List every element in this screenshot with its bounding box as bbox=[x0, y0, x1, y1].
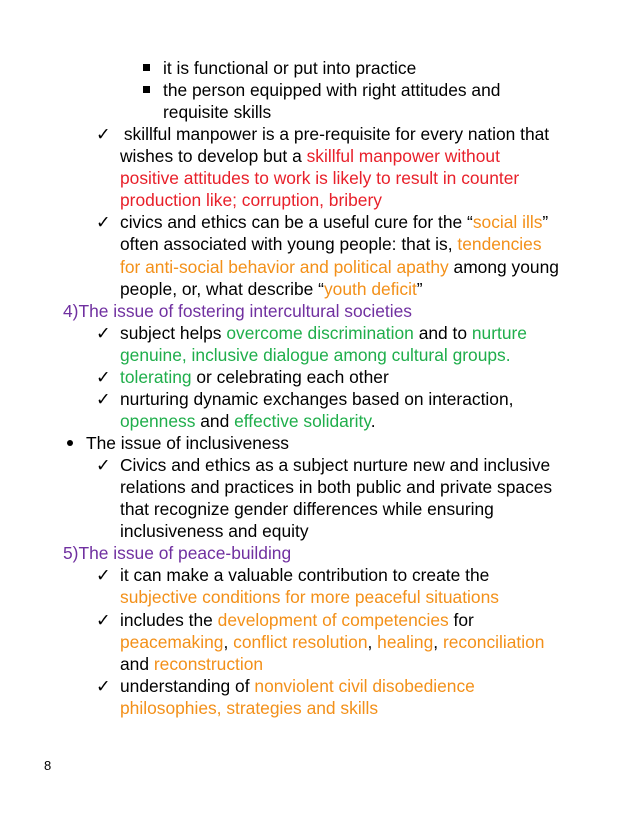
line-text bbox=[163, 101, 271, 123]
text-segment: civics and ethics can be a useful cure for the “ bbox=[120, 212, 473, 232]
text-segment: understanding of bbox=[120, 676, 255, 696]
text-segment: positive attitudes to work is likely to result in counter bbox=[120, 168, 520, 188]
checkmark-icon: ✓ bbox=[96, 124, 111, 144]
checkmark-icon: ✓ bbox=[96, 212, 111, 232]
text-segment: , bbox=[367, 632, 378, 652]
line-text bbox=[120, 167, 519, 189]
text-segment: youth deficit bbox=[323, 279, 417, 299]
text-segment: subjective conditions for more peaceful situations bbox=[120, 587, 499, 607]
line-text bbox=[63, 542, 291, 564]
line-text bbox=[120, 697, 378, 719]
text-segment: production like; corruption, bribery bbox=[120, 190, 382, 210]
line-text bbox=[120, 609, 474, 631]
line-text bbox=[120, 410, 376, 432]
text-segment: inclusiveness and equity bbox=[120, 521, 309, 541]
text-segment: philosophies, strategies and skills bbox=[120, 698, 379, 718]
text-segment: and bbox=[120, 654, 154, 674]
line-text bbox=[120, 631, 544, 653]
line-text bbox=[120, 145, 500, 167]
text-segment: genuine, inclusive dialogue among cultural groups. bbox=[120, 345, 511, 365]
checkmark-icon: ✓ bbox=[96, 367, 111, 387]
text-segment: nurturing dynamic exchanges based on interaction, bbox=[120, 389, 514, 409]
text-segment: reconciliation bbox=[442, 632, 545, 652]
text-segment: skillful manpower without bbox=[306, 146, 500, 166]
text-segment: , bbox=[223, 632, 234, 652]
line-text bbox=[120, 520, 309, 542]
line-text bbox=[120, 233, 542, 255]
text-segment: that recognize gender differences while ensuring bbox=[120, 499, 494, 519]
text-segment: 4)The issue of fostering intercultural societies bbox=[63, 301, 412, 321]
line-text bbox=[120, 564, 489, 586]
text-segment: , bbox=[433, 632, 443, 652]
text-segment: the person equipped with right attitudes and bbox=[163, 80, 501, 100]
line-text bbox=[120, 344, 511, 366]
square-bullet-icon bbox=[143, 79, 150, 101]
line-text bbox=[120, 278, 423, 300]
text-segment: The issue of inclusiveness bbox=[86, 433, 289, 453]
line-text bbox=[120, 675, 475, 697]
text-segment: 5)The bbox=[63, 543, 114, 563]
text-segment: it is functional or put into practice bbox=[163, 58, 417, 78]
text-segment: nonviolent civil disobedience bbox=[254, 676, 475, 696]
text-segment: Civics and ethics as a subject nurture new and inclusive bbox=[120, 455, 551, 475]
text-segment: includes the bbox=[120, 610, 218, 630]
text-segment: skillful manpower is a pre-requisite for every nation that bbox=[119, 124, 550, 144]
line-text bbox=[120, 498, 494, 520]
text-segment: ” bbox=[416, 279, 423, 299]
text-segment: issue of peace-building bbox=[113, 543, 292, 563]
text-segment: relations and practices in both public and private spaces bbox=[120, 477, 553, 497]
text-segment: nurture bbox=[471, 323, 527, 343]
line-text bbox=[120, 454, 550, 476]
line-text bbox=[120, 476, 552, 498]
text-segment: tendencies bbox=[457, 234, 542, 254]
text-segment: or celebrating each other bbox=[191, 367, 389, 387]
text-segment: among young bbox=[448, 257, 559, 277]
text-segment: often associated with young people: that is, bbox=[120, 234, 458, 254]
line-text bbox=[120, 256, 559, 278]
line-text bbox=[120, 322, 527, 344]
text-segment: healing bbox=[377, 632, 434, 652]
text-segment: for anti-social behavior and political apathy bbox=[120, 257, 449, 277]
square-bullet-icon bbox=[143, 57, 150, 79]
text-segment: requisite skills bbox=[163, 102, 272, 122]
text-segment: people, or, what describe “ bbox=[120, 279, 324, 299]
text-segment: reconstruction bbox=[153, 654, 264, 674]
checkmark-icon: ✓ bbox=[96, 323, 111, 343]
text-segment: subject helps bbox=[120, 323, 227, 343]
line-text bbox=[86, 432, 289, 454]
line-text bbox=[120, 211, 548, 233]
round-bullet-icon bbox=[67, 432, 73, 454]
line-text bbox=[63, 300, 412, 322]
text-segment: tolerating bbox=[120, 367, 192, 387]
checkmark-icon: ✓ bbox=[96, 389, 111, 409]
text-segment: . bbox=[370, 411, 376, 431]
page-number: 8 bbox=[44, 758, 52, 773]
line-text bbox=[163, 79, 500, 101]
checkmark-icon: ✓ bbox=[96, 565, 111, 585]
line-text bbox=[120, 366, 389, 388]
text-segment: conflict resolution bbox=[233, 632, 368, 652]
text-segment: effective solidarity bbox=[234, 411, 371, 431]
text-segment: for bbox=[448, 610, 474, 630]
text-segment: wishes to develop but a bbox=[120, 146, 307, 166]
text-segment: it can make a valuable contribution to create the bbox=[120, 565, 490, 585]
line-text bbox=[120, 653, 263, 675]
line-text bbox=[119, 123, 549, 145]
text-segment: peacemaking bbox=[120, 632, 224, 652]
line-text bbox=[163, 57, 416, 79]
text-segment: ” bbox=[542, 212, 549, 232]
checkmark-icon: ✓ bbox=[96, 455, 111, 475]
checkmark-icon: ✓ bbox=[96, 610, 111, 630]
checkmark-icon: ✓ bbox=[96, 676, 111, 696]
text-segment: and to bbox=[413, 323, 472, 343]
text-segment: overcome discrimination bbox=[226, 323, 414, 343]
text-segment: social ills bbox=[472, 212, 543, 232]
text-segment: openness bbox=[120, 411, 196, 431]
line-text bbox=[120, 586, 499, 608]
text-segment: development of competencies bbox=[217, 610, 449, 630]
line-text bbox=[120, 388, 513, 410]
line-text bbox=[120, 189, 382, 211]
text-segment: and bbox=[195, 411, 235, 431]
